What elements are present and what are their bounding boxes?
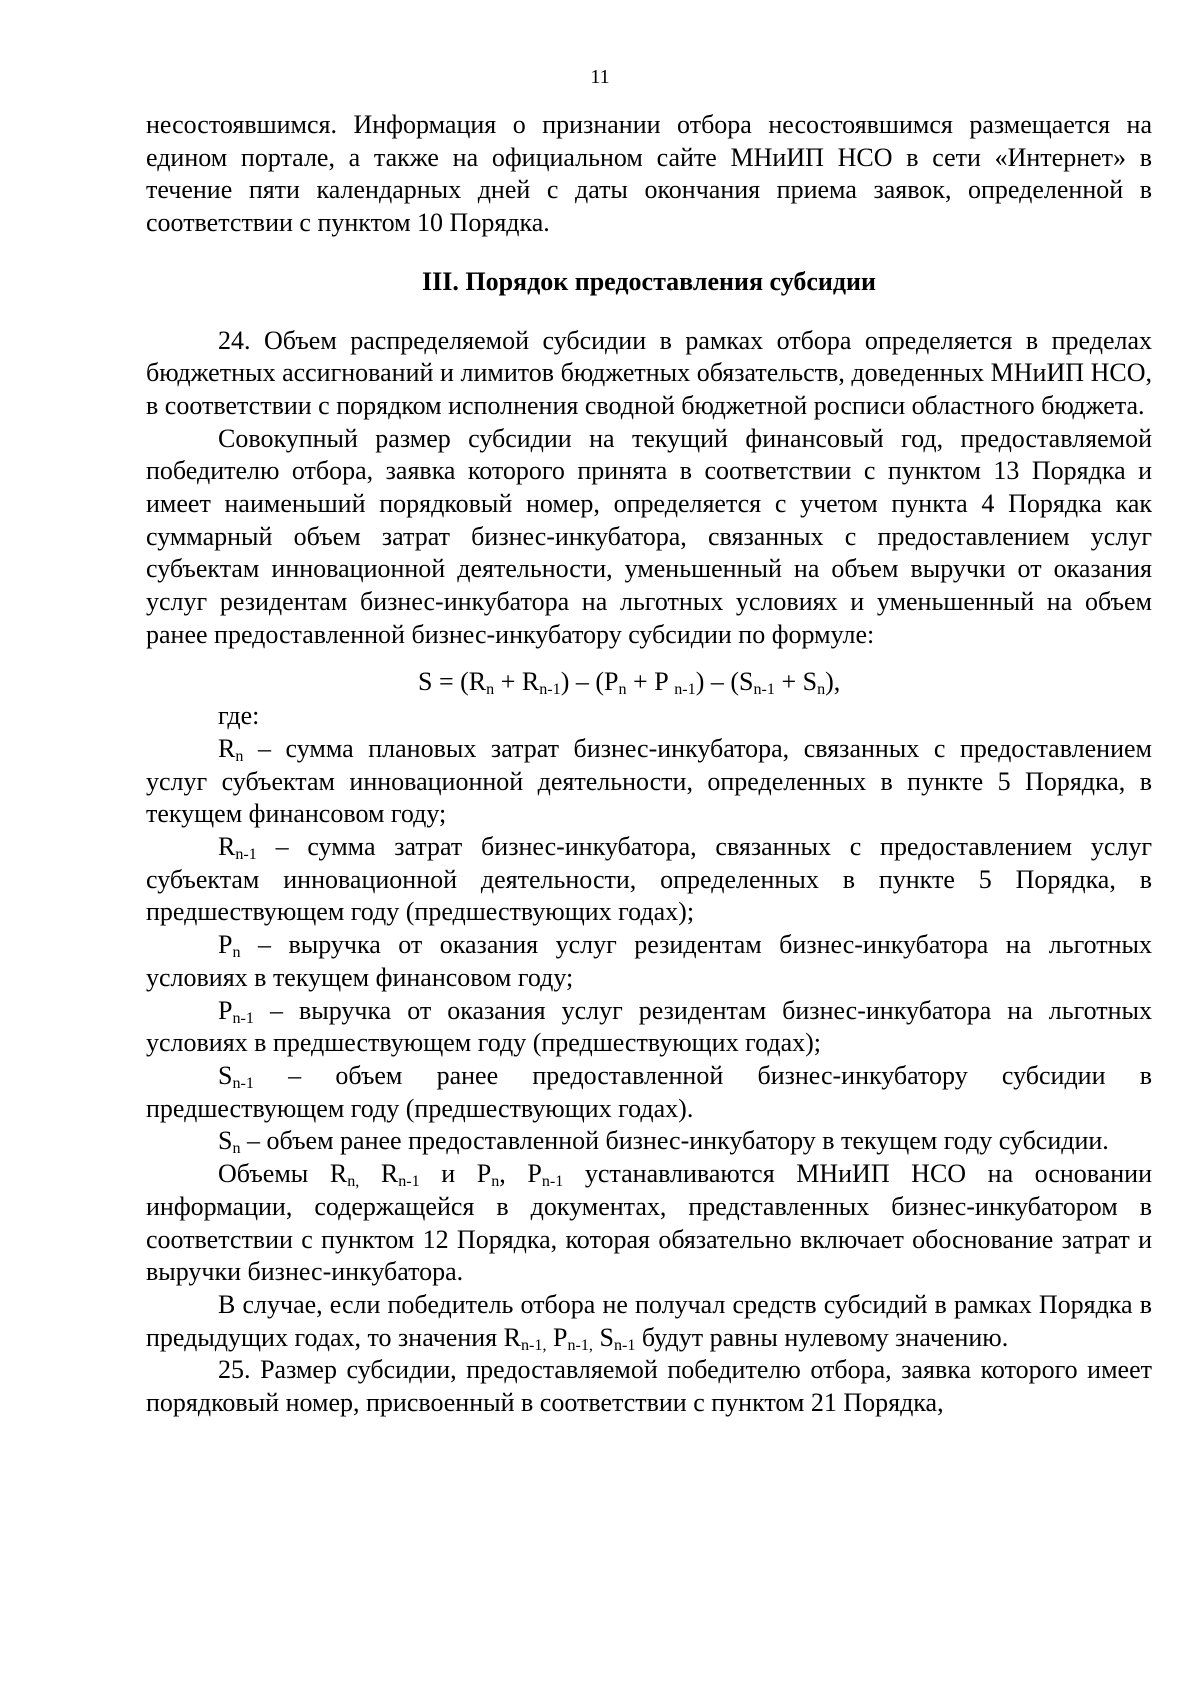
definition-sn: $S_n$ – объем ранее предоставленной бизнес-инкубатору в текущем году субсидии. [218, 1126, 1109, 1158]
formula-rn: n [486, 680, 495, 698]
formula-lhs: S = (R [418, 666, 487, 696]
formula-plus3: + S [774, 666, 818, 696]
formula-rn1: n-1 [539, 680, 561, 698]
definition-pn-1: $P_{n-1}$ – выручка от оказания услуг резидентам бизнес-инкубатора на льготных условиях в предшествующем году (предшествующих годах); [146, 995, 1152, 1058]
definition-rn-1: $R_{n-1}$ – сумма затрат бизнес-инкубатора, связанных с предоставлением услуг субъектам инновационной деятельности, определенных в пункте 5 Порядка, в предшествующем году (предшествующих годах); [146, 832, 1152, 927]
paragraph-24: 24. Объем распределяемой субсидии в рамках отбора определяется в пределах бюджетных ассигнований и лимитов бюджетных обязательств, доведенных МНиИП НСО, в соответствии с порядком исполнения сводной бюджетной росписи областного бюджета. [146, 325, 1152, 420]
page-number: 11 [590, 66, 610, 88]
formula-mid1: ) – (P [560, 666, 619, 696]
formula-mid2: ) – (S [695, 666, 754, 696]
formula-sn: n [817, 680, 826, 698]
formula-pn: n [618, 680, 627, 698]
formula-plus2: + P [626, 666, 675, 696]
zero-values-paragraph: В случае, если победитель отбора не получал средств субсидий в рамках Порядка в предыдущих годах, то значения $R_{n-1,}$ $P_{n-1,}$ $S_{n-1}$ будут равны нулевому значению. [146, 1289, 1152, 1354]
definition-sn-1: $S_{n-1}$ – объем ранее предоставленной бизнес-инкубатору субсидии в предшествующем году (предшествующих годах). [146, 1060, 1152, 1123]
document-body [146, 109, 1152, 1420]
paragraph-total-size: Совокупный размер субсидии на текущий финансовый год, предоставляемой победителю отбора, заявка которого принята в соответствии с пунктом 13 Порядка и имеет наименьший порядковый номер, определяется с учетом пункта 4 Порядка как суммарный объем затрат бизнес-инкубатора, связанных с предоставлением услуг субъектам инновационной деятельности, уменьшенный на объем выручки от оказания услуг резидентам бизнес-инкубатора на льготных условиях и уменьшенный на объем ранее предоставленной бизнес-инкубатору субсидии по формуле: [146, 423, 1152, 649]
formula-pn1: n-1 [674, 680, 696, 698]
where-label: где: [218, 701, 260, 731]
formula-end: ), [825, 666, 841, 696]
section-heading: III. Порядок предоставления субсидии [422, 266, 876, 296]
paragraph-25: 25. Размер субсидии, предоставляемой победителю отбора, заявка которого имеет порядковый номер, присвоенный в соответствии с пунктом 21 Порядка, [146, 1355, 1152, 1418]
volumes-paragraph: Объемы $R_{n,}$ $R_{n-1}$ и $P_n$, $P_{n-1}$ устанавливаются МНиИП НСО на основании информации, содержащейся в документах, представленных бизнес-инкубатором в соответствии с пунктом 12 Порядка, которая обязательно включает обоснование затрат и выручки бизнес-инкубатора. [146, 1159, 1152, 1287]
definition-rn: $R_n$ – сумма плановых затрат бизнес-инкубатора, связанных с предоставлением услуг субъектам инновационной деятельности, определенных в пункте 5 Порядка, в текущем финансовом году; [146, 733, 1152, 829]
intro-paragraph: несостоявшимся. Информация о признании отбора несостоявшимся размещается на едином портале, а также на официальном сайте МНиИП НСО в сети «Интернет» в течение пяти календарных дней с даты окончания приема заявок, определенной в соответствии с пунктом 10 Порядка. [146, 110, 1152, 238]
subsidy-formula [146, 666, 1152, 699]
definition-pn: $P_n$ – выручка от оказания услуг резидентам бизнес-инкубатора на льготных условиях в текущем финансовом году; [146, 930, 1152, 992]
formula-sn1: n-1 [753, 680, 775, 698]
formula-plus1: + R [494, 666, 540, 696]
